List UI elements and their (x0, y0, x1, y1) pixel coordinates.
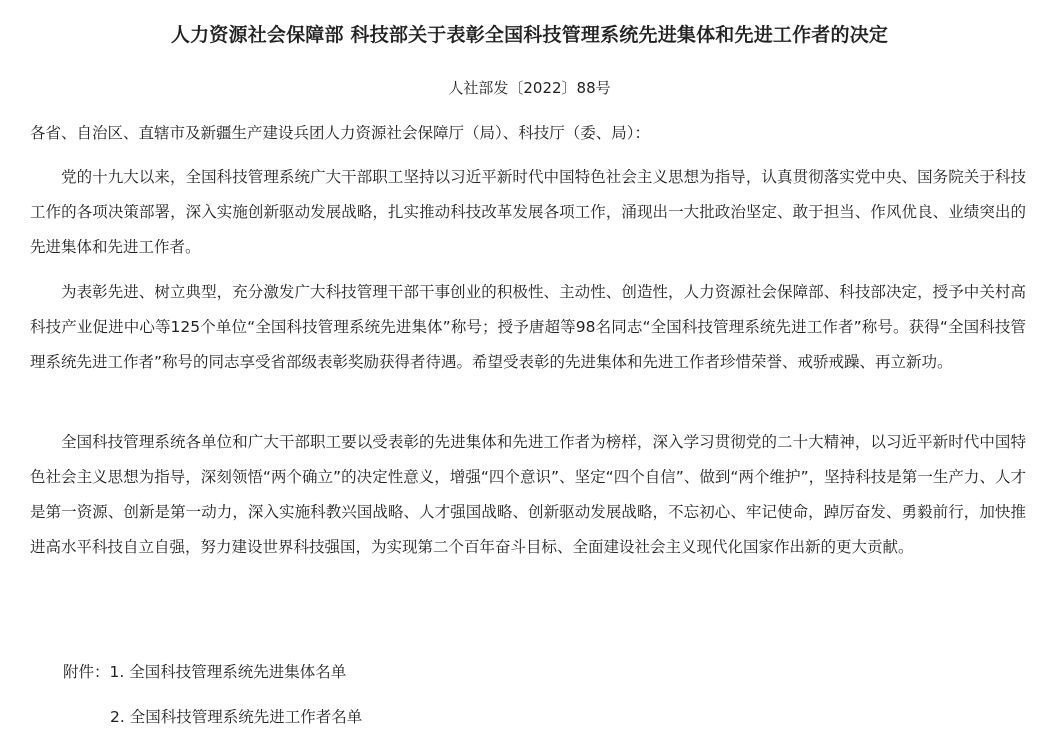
salutation: 各省、自治区、直辖市及新疆生产建设兵团人力资源社会保障厅（局）、科技厅（委、局）： (30, 124, 651, 142)
body-paragraph: 党的十九大以来，全国科技管理系统广大干部职工坚持以习近平新时代中国特色社会主义思想为指导，认真贯彻落实党中央、国务院关于科技工作的各项决策部署，深入实施创新驱动发展战略，扎实推动科技改革发展各项工作，涌现出一大批政治坚定、敢于担当、作风优良、业绩突出的先进集体和先进工作者。 (30, 168, 1026, 256)
attachment-link-advanced-workers[interactable]: 2. 全国科技管理系统先进工作者名单 (110, 708, 363, 726)
body-paragraph: 全国科技管理系统各单位和广大干部职工要以受表彰的先进集体和先进工作者为榜样，深入学习贯彻党的二十大精神，以习近平新时代中国特色社会主义思想为指导，深刻领悟“两个确立”的决定性意义，增强“四个意识”、坚定“四个自信”、做到“两个维护”，坚持科技是第一生产力、人才是第一资源、创新是第一动力，深入实施科教兴国战略、人才强国战略、创新驱动发展战略，不忘初心、牢记使命，踔厉奋发、勇毅前行，加快推进高水平科技自立自强，努力建设世界科技强国，为实现第二个百年奋斗目标、全面建设社会主义现代化国家作出新的更大贡献。 (30, 433, 1026, 556)
attachment-link-advanced-collectives[interactable]: 1. 全国科技管理系统先进集体名单 (109, 663, 347, 681)
attachment-item (110, 705, 362, 729)
document-number: 人社部发〔2022〕88号 (448, 79, 611, 97)
document-title: 人力资源社会保障部 科技部关于表彰全国科技管理系统先进集体和先进工作者的决定 (170, 24, 889, 46)
attachment-label: 附件： (63, 663, 110, 681)
attachment-item (63, 660, 346, 684)
body-paragraph: 为表彰先进、树立典型，充分激发广大科技管理干部干事创业的积极性、主动性、创造性，人力资源社会保障部、科技部决定，授予中关村高科技产业促进中心等125个单位“全国科技管理系统先进集体”称号；授予唐超等98名同志“全国科技管理系统先进工作者”称号。获得“全国科技管理系统先进工作者”称号的同志享受省部级表彰奖励获得者待遇。希望受表彰的先进集体和先进工作者珍惜荣誉、戒骄戒躁、再立新功。 (30, 283, 1026, 371)
